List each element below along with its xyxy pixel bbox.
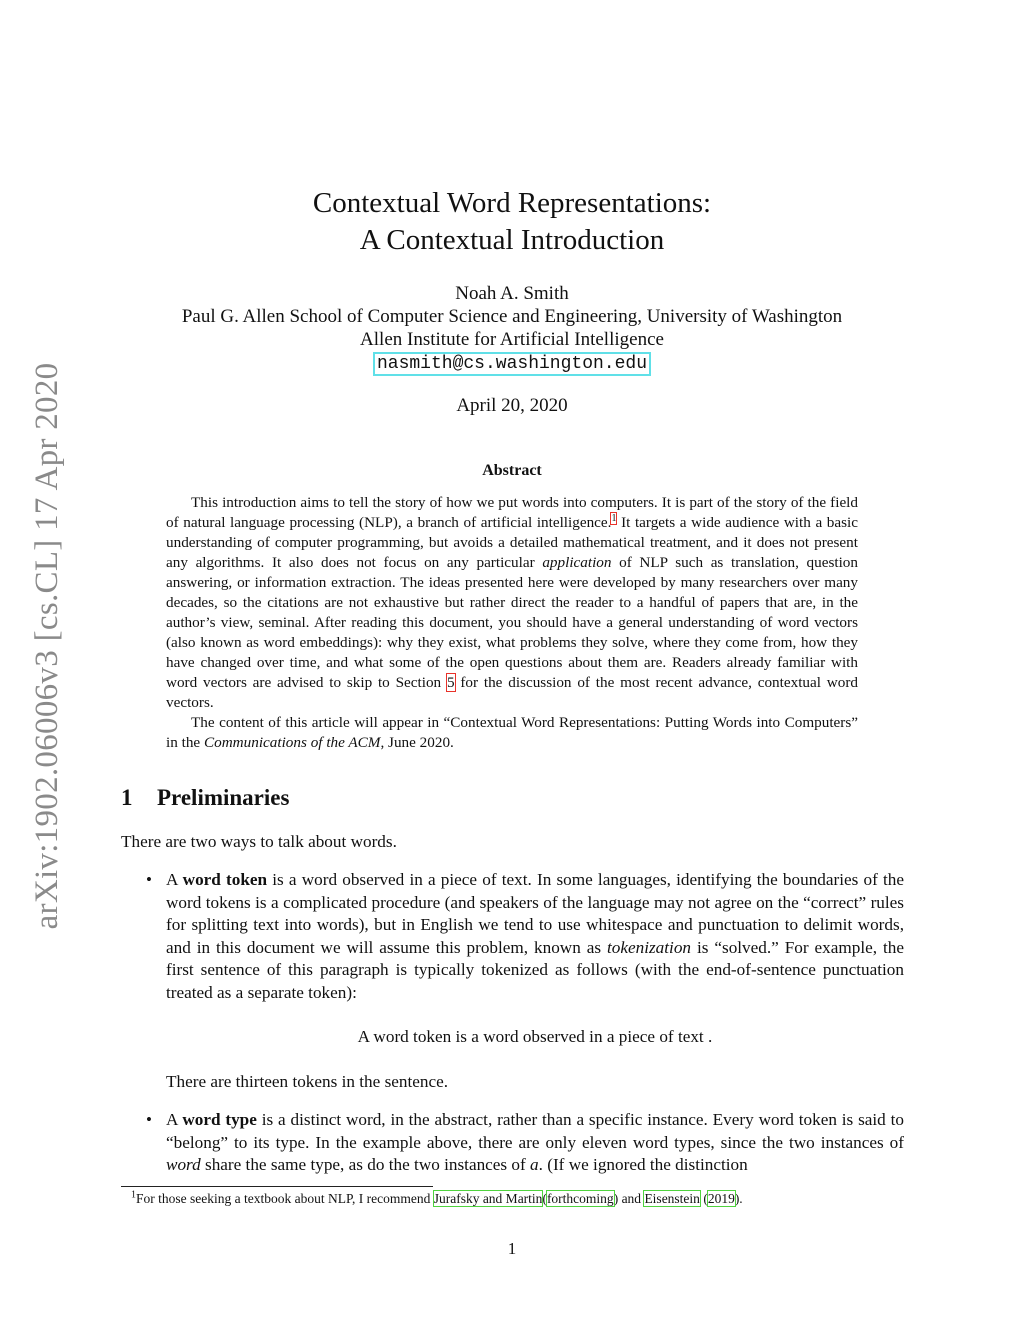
tokenized-example: A word token is a word observed in a piece of text . [357,1027,713,1046]
item-text: A [166,1110,183,1129]
emphasis-word: word [166,1155,201,1174]
citation-eisenstein[interactable]: Eisenstein [644,1191,700,1206]
arxiv-stamp: arXiv:1902.06006v3 [cs.CL] 17 Apr 2020 [29,362,65,930]
emphasis-a: a [530,1155,539,1174]
abstract-text: It targets a wide audience with a basic understanding of computer programming, but avoids a detailed mathematical treatment, and it does not present any algorithms. It also does not focus on any particular [166,514,858,571]
term-tokenization: tokenization [607,937,692,957]
citation-year-forthcoming[interactable]: forthcoming [546,1191,614,1206]
item-text: is “solved.” For example, the first sentence of this paragraph is typically tokenized as follows (with the end-of-sentence punctuation treated as a separate token): [166,937,904,1002]
page-number: 1 [507,1239,517,1258]
abstract-text: for the discussion of the most recent advance, contextual word vectors. [166,674,858,711]
footnote-divider [121,1186,433,1187]
item-text: share the same type, as do the two instances of [200,1155,531,1174]
item-text: is a distinct word, in the abstract, rather than a specific instance. Every word token is said to “belong” to its type. In the example above, there are only eleven word types, since the two instances of [166,1110,904,1152]
author-name: Noah A. Smith [455,283,569,304]
bullet-marker: • [146,870,152,889]
section-title: Preliminaries [157,785,290,810]
footnote-text: and [618,1191,645,1206]
abstract-text: This introduction aims to tell the story of how we put words into computers. It is part of the story of the field of natural language processing (NLP), a branch of artificial intelligence. [166,494,858,531]
paper-date: April 20, 2020 [456,395,568,416]
list-item-word-token [166,869,904,1004]
list-item-word-type [166,1109,904,1177]
abstract-text: of NLP such as translation, question answering, or information extraction. The ideas presented here were developed by many researchers over many decades, so the citations are not exhaustive but rather direct the reader to a handful of papers that are, in the author’s view, seminal. After reading this document, you should have a general understanding of word vectors (also known as word embeddings): why they exist, what problems they solve, where they come from, how they have changed over time, and what some of the open questions about them are. Readers already familiar with word vectors are advised to skip to Section [166,554,858,691]
footnote-mark: 1 [131,1189,136,1201]
citation-year-2019[interactable]: 2019 [707,1191,735,1206]
item-text: . (If we ignored the distinction [538,1155,748,1174]
citation-jurafsky-martin[interactable]: Jurafsky and Martin [433,1191,543,1206]
section-5-link[interactable]: 5 [446,674,455,691]
footnote-text: For those seeking a textbook about NLP, I recommend [136,1191,434,1206]
item-text: A [166,870,183,889]
section-heading [121,785,289,811]
author-email-link[interactable]: nasmith@cs.washington.edu [373,352,651,376]
footnote-punct: ( [542,1191,547,1206]
abstract-paragraph-2 [166,713,858,753]
abstract-text: The content of this article will appear in “Contextual Word Representations: Putting Words into Computers” in the [166,714,858,751]
paper-title-line-1: Contextual Word Representations: [312,187,712,219]
token-count-note: There are thirteen tokens in the sentence. [166,1072,449,1091]
abstract-text: , June 2020. [380,734,454,751]
abstract-paragraph-1 [166,493,858,713]
author-email-wrap [0,351,1024,376]
footnote-punct: ( [699,1191,708,1206]
journal-name: Communications of the ACM [203,734,381,751]
footnote-1-link[interactable]: 1 [611,512,617,524]
footnote-1 [131,1190,743,1208]
item-text: is a word observed in a piece of text. In some languages, identifying the boundaries of the word tokens is a complicated procedure (and speakers of the language may not agree on the “correct” rules for splitting text into words), but in English we tend to use whitespace and punctuation to delimit words, and in this document we will assume this problem, known as [166,870,904,957]
term-word-token: word token [182,870,268,889]
author-affiliation-1: Paul G. Allen School of Computer Science and Engineering, University of Washington [181,306,843,327]
bullet-marker: • [146,1110,152,1129]
term-word-type: word type [182,1110,257,1129]
section-intro: There are two ways to talk about words. [121,832,397,851]
paper-title-line-2: A Contextual Introduction [359,224,665,256]
abstract-emphasis: application [542,554,612,571]
abstract-heading: Abstract [482,462,542,479]
footnote-punct: ) [613,1191,619,1206]
footnote-punct: ). [734,1191,743,1206]
section-number: 1 [121,785,133,810]
author-affiliation-2: Allen Institute for Artificial Intelligence [360,329,664,350]
